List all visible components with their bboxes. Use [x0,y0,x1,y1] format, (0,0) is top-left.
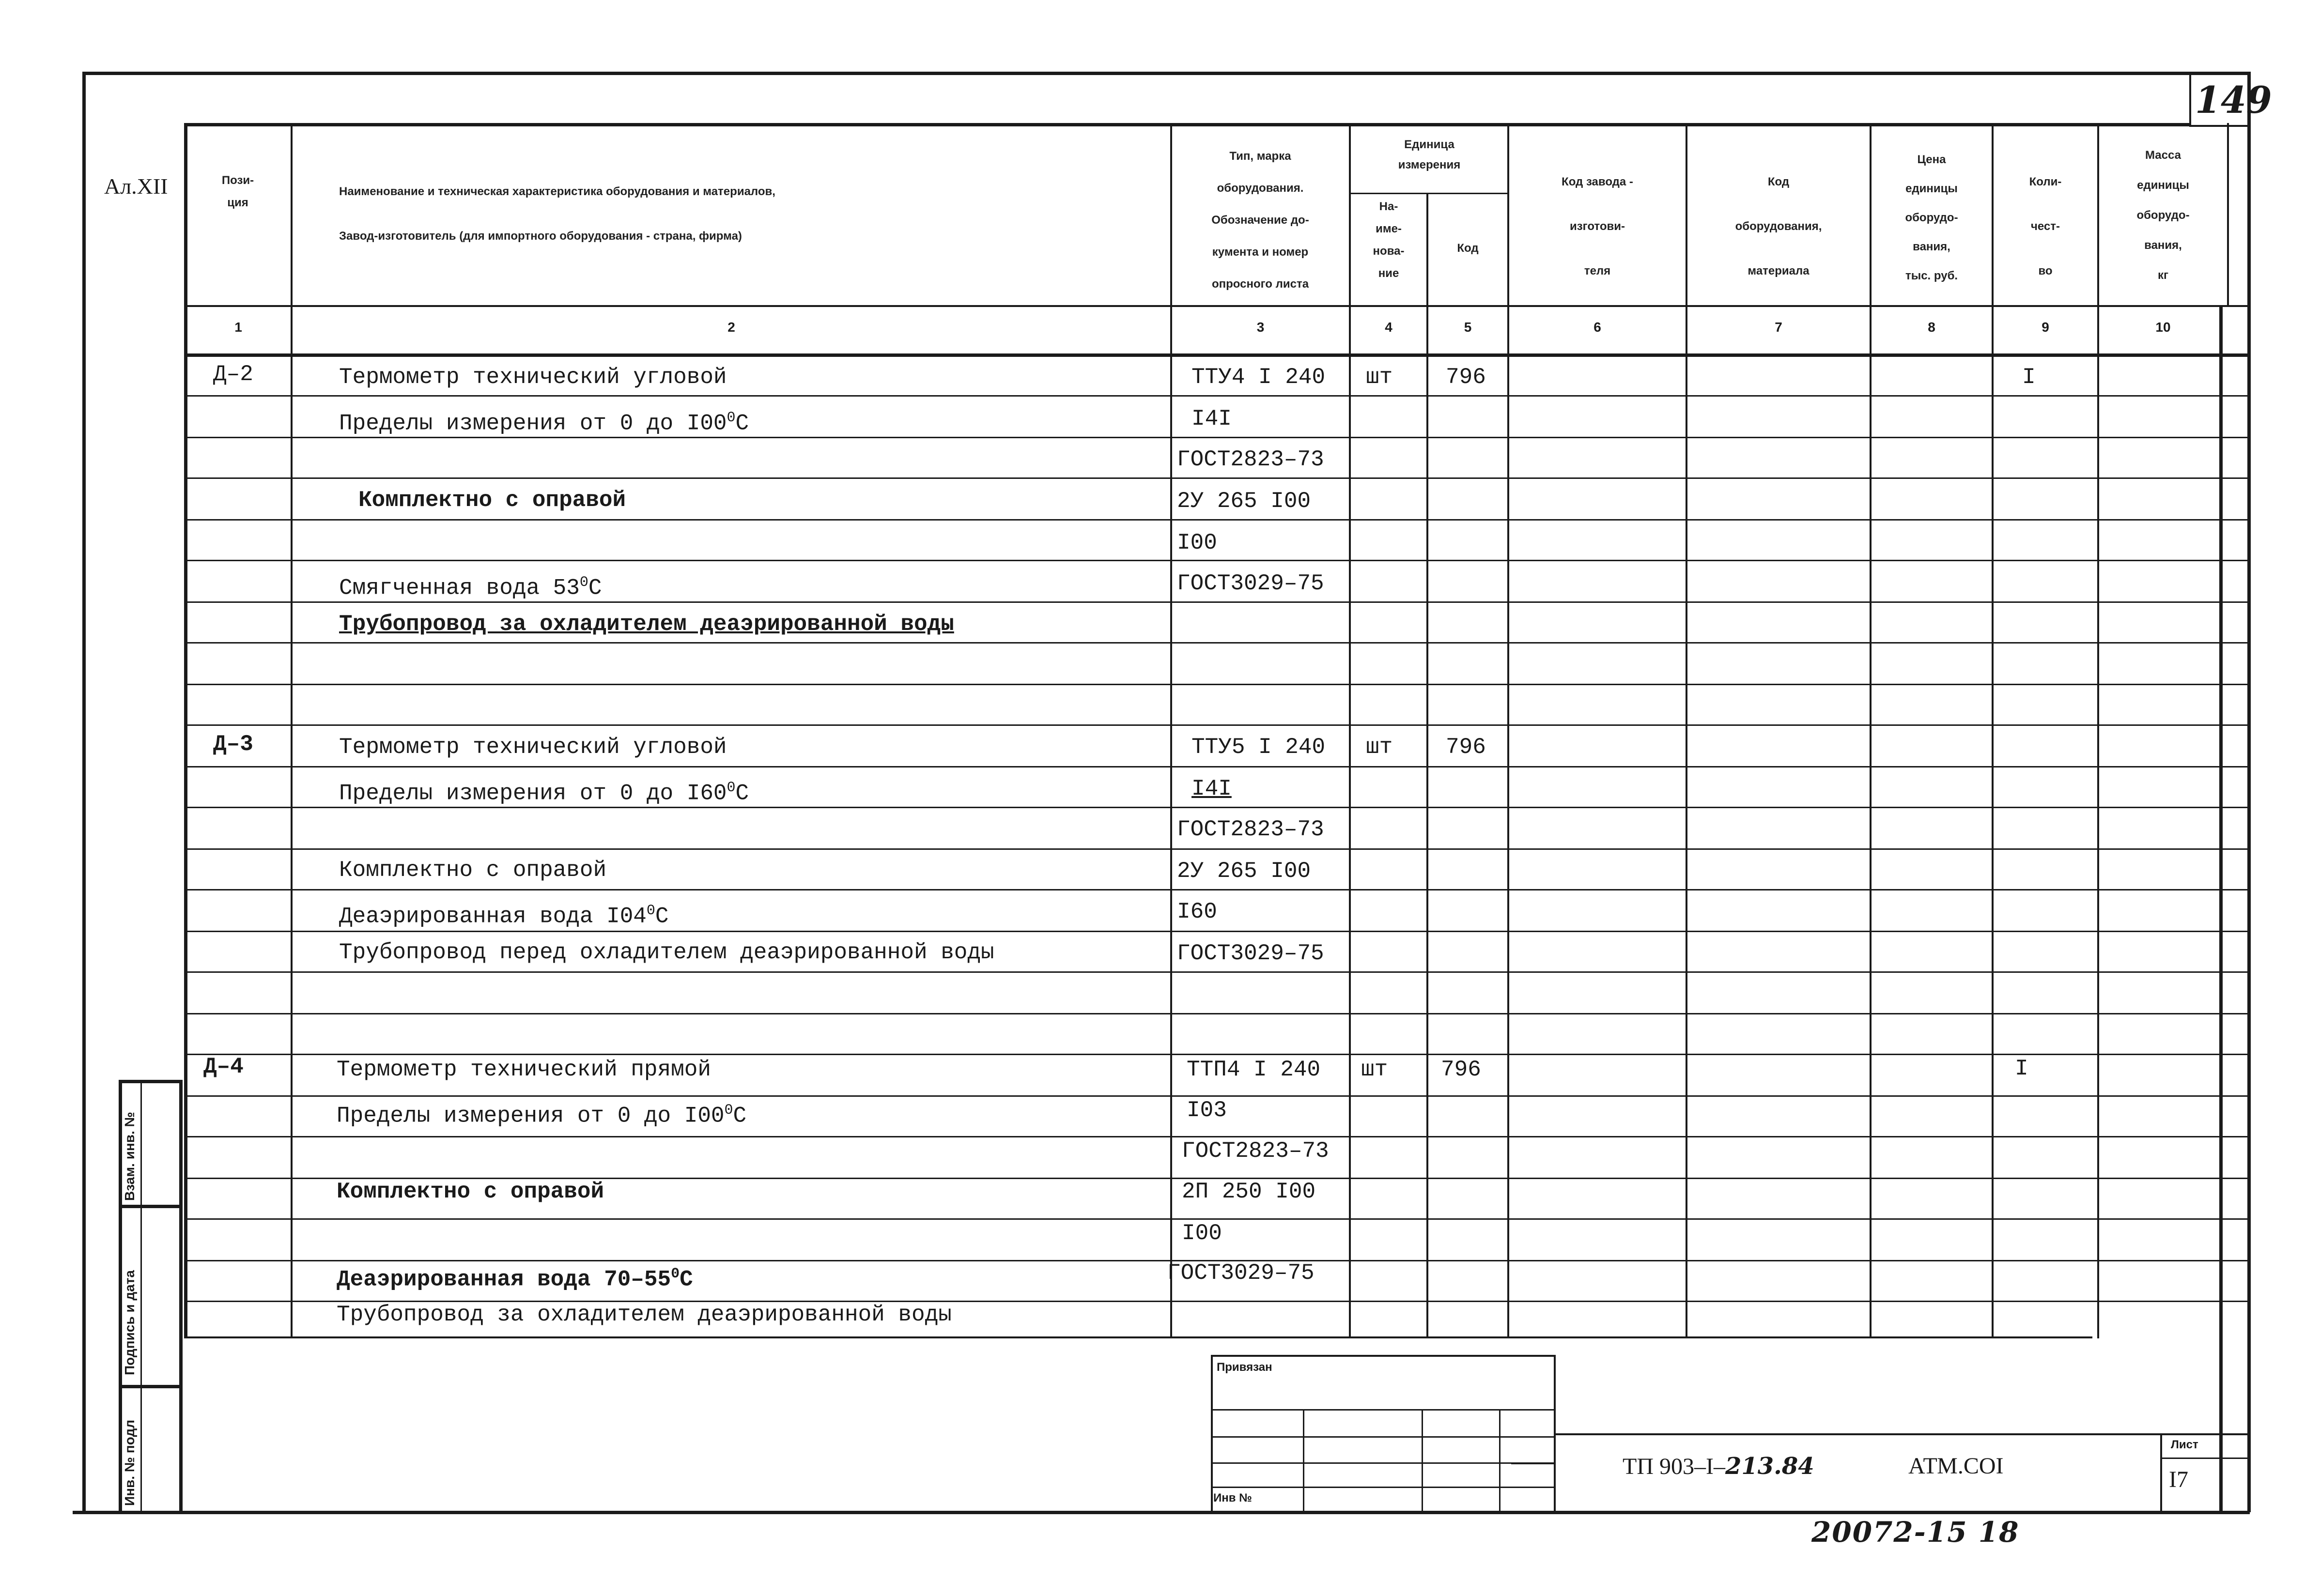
row-18-type: I03 [1187,1098,1227,1123]
row-9-position: Д–3 [213,732,253,757]
frame-bottom [73,1511,2250,1514]
archive-number: 20072-15 18 [1811,1516,2020,1549]
header-name: Наименование и техническая характеристика оборудования и материалов, Завод-изготовитель (для импортного оборудования - страна, фирма) [339,185,775,243]
doc-code: АТМ.COI [1908,1453,2004,1479]
row-3-name: Комплектно с оправой [358,488,626,513]
stamp-left [1211,1355,1213,1512]
page-number-handwritten: 149 [2195,78,2272,122]
col-number-5: 5 [1464,320,1472,335]
frame-top [82,72,2250,75]
side-stamp-podpis: Подпись и дата [122,1270,137,1375]
header-mass: Масса единицы оборудо- вания, кг [2136,149,2190,282]
row-5-type: ГОСТ3029–75 [1177,571,1324,596]
header-price: Цена единицы оборудо- вания, тыс. руб. [1905,153,1958,282]
col-number-9: 9 [2042,320,2049,335]
row-13-name: Деаэрированная вода $I04^0C$ [339,903,669,929]
row-17-position: Д–4 [203,1054,244,1079]
row-19-type: ГОСТ2823–73 [1182,1138,1329,1164]
stamp-top [1211,1355,1555,1357]
header-unit-name: На- име- нова- ние [1373,200,1405,280]
row-9-name: Термометр технический угловой [339,735,727,760]
page-num-box-bottom [2189,125,2248,127]
stamp-col-2 [1422,1409,1423,1511]
col-number-7: 7 [1775,320,1782,335]
side-stamp-sep-1 [119,1205,181,1208]
side-stamp-vzam: Взам. инв. № [122,1112,137,1201]
stamp-inv: Инв № [1213,1491,1252,1504]
col-sep-8 [1992,123,1994,1338]
col-number-8: 8 [1928,320,1935,335]
row-2-type: ГОСТ2823–73 [1177,447,1324,472]
header-quantity: Коли- чест- во [2029,175,2062,277]
row-0-type: ТТУ4 I 240 [1191,365,1326,390]
row-1-name: Пределы измерения от 0 до $I00^0C$ [339,410,749,436]
row-0-qty: I [2022,365,2036,390]
stamp-row-2 [1211,1436,1555,1438]
numbers-bottom [184,353,2248,357]
col-sep-9 [2097,123,2099,1338]
titleblock-top [1554,1433,2249,1435]
sheet-label: Лист [2171,1438,2198,1451]
titleblock-short-line [1511,1462,1555,1464]
col-sep-3 [1349,123,1351,1338]
row-13-type: I60 [1177,899,1217,924]
sheet-number: I7 [2169,1467,2188,1492]
row-0-name: Термометр технический угловой [339,365,727,390]
row-0-code: 796 [1446,365,1486,390]
row-14-type: ГОСТ3029–75 [1177,941,1324,966]
header-equipment-code: Код оборудования, материала [1735,175,1822,277]
row-1-type: I4I [1191,406,1232,431]
header-bottom [184,305,2248,307]
row-14-name: Трубопровод перед охладителем деаэрированной воды [339,940,994,965]
side-stamp-top [119,1080,181,1083]
row-17-type: ТТП4 I 240 [1187,1057,1321,1082]
row-17-unit: шт [1361,1057,1388,1082]
album-label: Ал.XII [104,174,168,199]
col-sep-6 [1686,123,1687,1338]
stamp-col-3 [1499,1409,1501,1511]
row-10-name: Пределы измерения от 0 до $I60^0C$ [339,780,749,806]
drawing-code-handwritten: 213.84 [1725,1453,1814,1480]
stamp-col-1 [1303,1409,1304,1511]
frame-right [2247,72,2251,1512]
header-position: Пози- ция [221,174,254,209]
row-6-name: Трубопровод за охладителем деаэрированной воды [339,612,954,637]
side-stamp-inv-podl: Инв. № подл [122,1419,137,1506]
col-sep-4 [1426,193,1428,1338]
col-number-6: 6 [1593,320,1601,335]
row-10-type: I4I [1191,776,1232,801]
col-number-10: 10 [2155,320,2171,335]
table-right-lower [2219,305,2223,1513]
stamp-row-1 [1211,1409,1555,1411]
row-0-position: Д–2 [213,362,253,387]
col-sep-5 [1507,123,1509,1338]
row-4-type: I00 [1177,530,1217,555]
row-0-unit: шт [1366,365,1393,390]
header-unit-code: Код [1457,242,1479,255]
stamp-row-3 [1211,1462,1555,1464]
row-23-name: Трубопровод за охладителем деаэрированной воды [337,1302,952,1327]
page-num-box-left [2189,72,2191,126]
row-17-code: 796 [1441,1057,1481,1082]
row-9-unit: шт [1366,735,1393,760]
row-12-name: Комплектно с оправой [339,858,607,883]
side-stamp-sep-2 [119,1385,181,1388]
row-17-qty: I [2015,1056,2028,1081]
row-17-name: Термометр технический прямой [337,1057,711,1082]
row-22-name: Деаэрированная вода $70-55^0C$ [337,1266,693,1292]
table-bottom [184,1336,2092,1338]
row-5-name: Смягченная вода $53^0C$ [339,574,602,601]
row-21-type: I00 [1182,1221,1222,1246]
col-number-2: 2 [727,320,735,335]
stamp-row-4 [1211,1487,1555,1488]
col-number-1: 1 [234,320,242,335]
col-sep-7 [1870,123,1872,1338]
drawing-code: ТП 903–I–213.84 [1623,1453,1814,1480]
table-top [184,123,2190,126]
side-stamp-inner [140,1080,142,1511]
stamp-title: Привязан [1217,1361,1272,1374]
row-22-type: ГОСТ3029–75 [1167,1260,1315,1286]
row-9-type: ТТУ5 I 240 [1191,735,1326,760]
header-type: Тип, марка оборудования. Обозначение до- кумента и номер опросного листа [1211,150,1309,291]
col-number-3: 3 [1256,320,1265,335]
unit-group-divider [1349,193,1509,194]
col-sep-10 [2227,123,2229,307]
col-sep-2 [1170,123,1172,1338]
titleblock-sheet-divider [2160,1458,2249,1459]
col-number-4: 4 [1385,320,1392,335]
row-12-type: 2У 265 I00 [1177,859,1311,884]
frame-left [82,72,86,1512]
col-sep-1 [291,123,293,1338]
header-factory-code: Код завода - изготови- теля [1562,175,1633,277]
row-20-name: Комплектно с оправой [337,1179,604,1204]
row-11-type: ГОСТ2823–73 [1177,817,1324,842]
side-stamp-right [179,1080,183,1511]
header-unit-group: Единица измерения [1398,138,1461,171]
side-stamp-left [119,1080,122,1511]
row-9-code: 796 [1446,735,1486,760]
titleblock-sheet-left [2160,1433,2162,1512]
row-18-name: Пределы измерения от 0 до $I00^0C$ [337,1102,747,1129]
row-20-type: 2П 250 I00 [1182,1179,1316,1204]
row-3-type: 2У 265 I00 [1177,489,1311,514]
